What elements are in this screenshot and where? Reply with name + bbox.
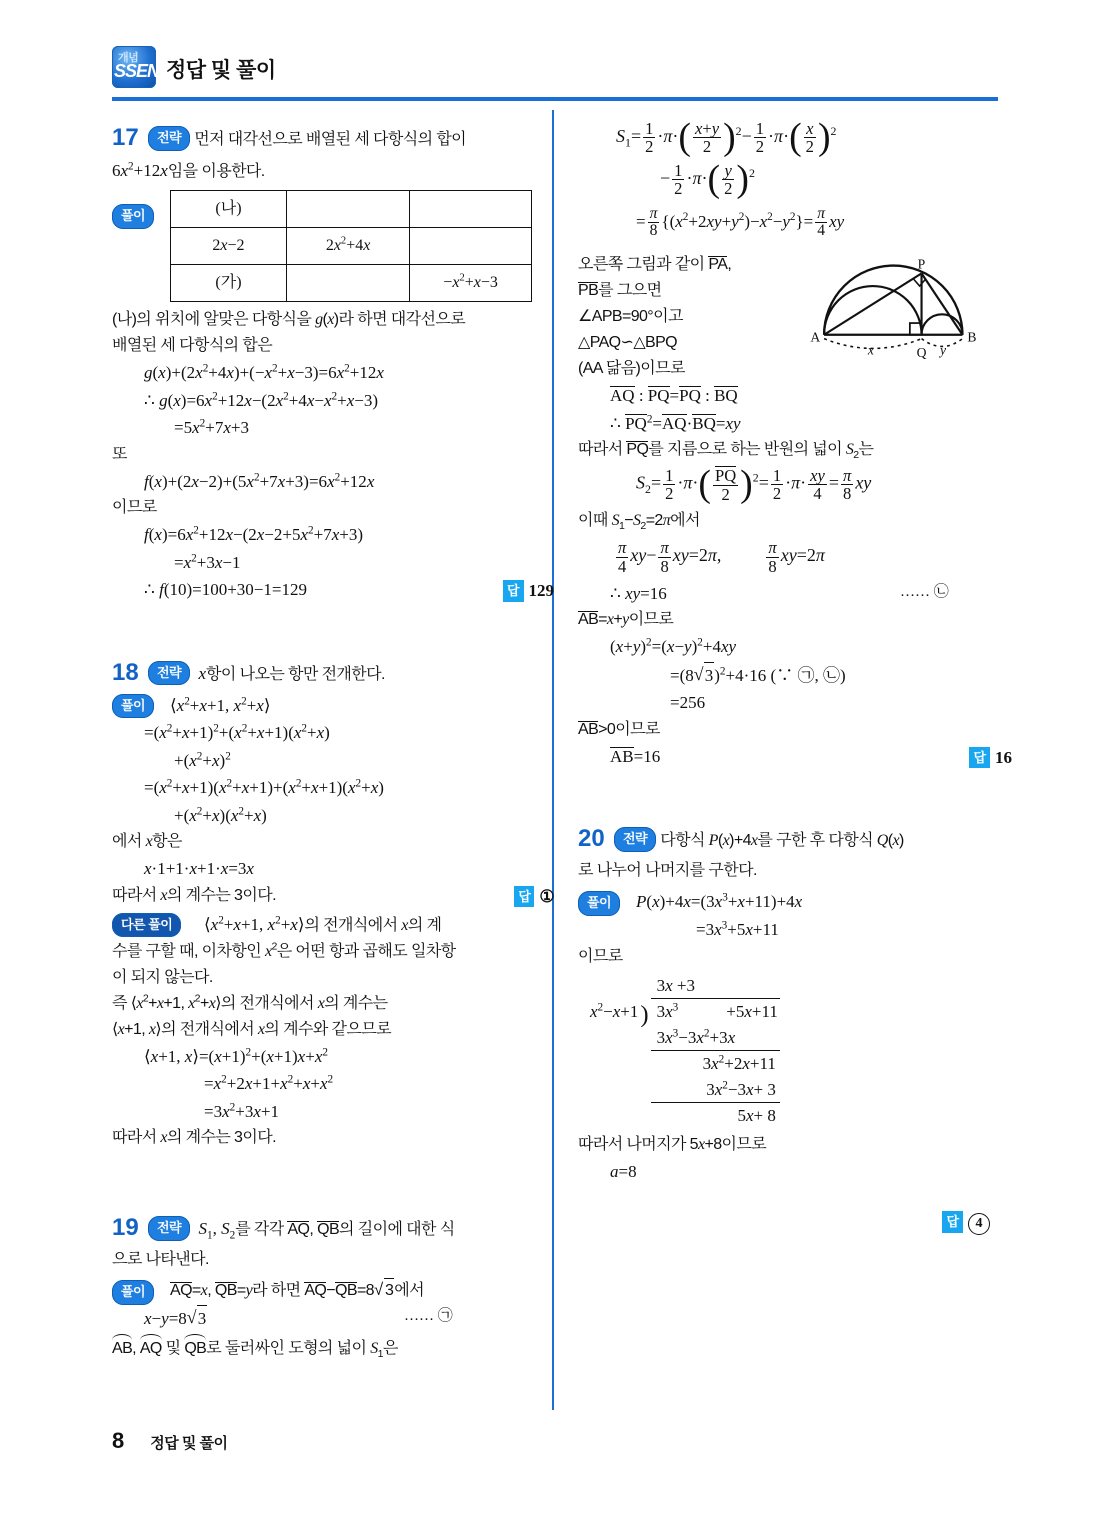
equation-pq-squared: ∴ $PQ^2=AQ\cdot BQ=xy$ bbox=[610, 413, 741, 433]
equation-s1-line2: − $\frac{1}{2}$ ·π·( $\frac{y}{2}$ )$^2$ bbox=[660, 157, 755, 200]
strategy-badge: 전략 bbox=[148, 1216, 190, 1241]
division-step-1: $3x^3-3x^2+3x$ bbox=[651, 1025, 780, 1051]
divisor: $x^2-x+1$ bbox=[590, 1001, 639, 1022]
equation-c2: =(8 √ 3)$^2$+4·16 (∵ ㉠, ㉡) bbox=[670, 662, 998, 689]
problem-number: 18 bbox=[112, 658, 139, 686]
problem-18 bbox=[112, 655, 554, 1151]
equation-6: $=x^2+3x-1$ bbox=[174, 551, 241, 572]
problem-number: 20 bbox=[578, 825, 605, 853]
body-line-1: (나)의 위치에 알맞은 다항식을 g(x)라 하면 대각선으로 bbox=[112, 311, 466, 328]
equation-1-tag: …… ㉠ bbox=[404, 1308, 453, 1325]
equation-s1-line3: = $\frac{\pi}{8}$ $\{(x^2+2xy+y^2)-x^2-y^2\}=$ $\frac{\pi}{4}$ xy bbox=[636, 204, 845, 239]
polynomial-table bbox=[170, 190, 532, 302]
solution-badge: 풀이 bbox=[112, 204, 154, 229]
equation-s1-line1: $S_1=$ $\frac{1}{2}$ ·π·( $\frac{x+y}{2}$ )$^2$− $\frac{1}{2}$ ·π·( $\frac{x}{2}$ )$^2$ bbox=[616, 116, 837, 159]
alt-line-1: $⟨x^2+x+1$, $x^2+x⟩$ bbox=[204, 914, 305, 934]
cell-empty-1 bbox=[286, 191, 409, 228]
equation-solve-1: $\frac{\pi}{4}$ xy− $\frac{\pi}{8}$ xy=2π, $\frac{\pi}{8}$ xy=2π bbox=[618, 538, 825, 576]
strategy-text: 항이 나오는 항만 전개한다. bbox=[206, 665, 385, 683]
right-column bbox=[578, 116, 1012, 1239]
equation-c1: $(x+y)^2=(x-y)^2+4xy$ bbox=[610, 636, 737, 657]
answer-badge: 답 bbox=[969, 747, 990, 769]
solution-badge: 풀이 bbox=[112, 694, 154, 719]
text-also: 또 bbox=[112, 445, 127, 463]
equation-1: x−y=8 √ 3 …… ㉠ bbox=[144, 1305, 532, 1332]
alt-line-4: 즉 $⟨x^2+x+1$, $x^2+x⟩$의 전개식에서 x의 계수는 bbox=[112, 992, 388, 1012]
division-remainder-row bbox=[588, 1103, 780, 1129]
division-step-2-row bbox=[588, 1051, 780, 1077]
text-conclusion: 따라서 x의 계수는 3이다. 답 ① bbox=[112, 886, 554, 906]
equation-ratio: AQ : PQ=PQ : BQ bbox=[610, 386, 738, 406]
left-column bbox=[112, 118, 554, 1365]
answer-value: 16 bbox=[995, 747, 1012, 767]
equation-4: $=(x^2+x+1)(x^2+x+1)+(x^2+x+1)(x^2+x)$ bbox=[144, 777, 384, 798]
answer-value: ① bbox=[539, 886, 554, 906]
equation-xy: ∴ xy=16 …… ㉡ bbox=[610, 581, 998, 607]
problem-number: 19 bbox=[112, 1214, 139, 1242]
svg-text:Q: Q bbox=[916, 345, 927, 361]
ssen-logo-icon bbox=[112, 46, 160, 88]
fig-text-5: (AA 닮음)이므로 bbox=[578, 360, 685, 378]
equation-3: $=5x^2+7x+3$ bbox=[174, 417, 249, 437]
equation-c3: =256 bbox=[670, 693, 706, 713]
equation-1: $⟨x^2+x+1$, $x^2+x⟩$ bbox=[170, 694, 271, 715]
division-dividend-row bbox=[588, 999, 780, 1025]
alt-equation-1: ⟨x+1, $x⟩=(x+1)^2+(x+1)x+x^2$ bbox=[144, 1046, 328, 1066]
alt-equation-3: $=3x^2+3x+1$ bbox=[204, 1101, 279, 1121]
equation-7: ∴ f(10)=100+30−1=129 답 129 bbox=[144, 580, 554, 600]
alt-solution-badge: 다른 풀이 bbox=[112, 913, 181, 938]
svg-text:B: B bbox=[967, 329, 977, 345]
equation-3: $+(x^2+x)^2$ bbox=[174, 750, 231, 770]
strategy-text-2: 를 각각 AQ, QB의 길이에 대한 식 bbox=[235, 1221, 455, 1239]
solution-badge: 풀이 bbox=[112, 1280, 154, 1305]
text-ab-positive: AB>0이므로 bbox=[578, 720, 660, 738]
strategy-text-1: $S_1$, $S_2$ bbox=[198, 1219, 236, 1242]
division-quotient-row bbox=[588, 973, 780, 999]
answer-value: 129 bbox=[528, 581, 554, 600]
semicircle-diagram bbox=[804, 249, 1004, 364]
equation-ab-final: AB=16 답 16 bbox=[610, 746, 1012, 767]
strategy-text: 먼저 대각선으로 배열된 세 다항식의 합이 bbox=[194, 131, 467, 148]
strategy-text-3: 으로 나타낸다. bbox=[112, 1251, 209, 1269]
alt-line-3: 이 되지 않는다. bbox=[112, 968, 213, 986]
body-line-2: 배열된 세 다항식의 합은 bbox=[112, 337, 273, 354]
answer-row bbox=[578, 1210, 998, 1235]
dividend: $3x^3 +5x+11$ bbox=[656, 1001, 778, 1022]
figure-block bbox=[578, 253, 998, 381]
fig-text-3: ∠APB=90°이고 bbox=[578, 308, 683, 326]
equation-xy-tag: …… ㉡ bbox=[900, 583, 949, 600]
fig-text-4: △PAQ∽△BPQ bbox=[578, 334, 678, 352]
alt-equation-2: $=x^2+2x+1+x^2+x+x^2$ bbox=[204, 1073, 334, 1094]
strategy-badge: 전략 bbox=[148, 126, 190, 151]
alt-line-2: 수를 구할 때, 이차항인 $x^2$은 어떤 항과 곱해도 일차항 bbox=[112, 940, 456, 960]
page-title: 정답 및 풀이 bbox=[166, 59, 276, 82]
long-division bbox=[588, 973, 998, 1129]
table-row bbox=[171, 228, 532, 265]
answer-badge: 답 bbox=[503, 580, 524, 602]
equation-s2: $S_2=$ $\frac{1}{2}$ ·π·( $\frac{PQ}{2}$ )$^2$= $\frac{1}{2}$ ·π· $\frac{xy}{4}$ = $\frac{\pi}{8}$ xy bbox=[636, 463, 872, 506]
equation-5: $f(x)=6x^2+12x-(2x-2+5x^2+7x+3)$ bbox=[144, 524, 364, 544]
division-remainder: 5x+ 8 bbox=[737, 1106, 776, 1126]
svg-text:A: A bbox=[810, 329, 821, 345]
division-step-1-row bbox=[588, 1025, 780, 1051]
text-line-condition: 이때 $S_1-S_2=2\pi$에서 bbox=[578, 512, 700, 533]
solution-badge: 풀이 bbox=[578, 891, 620, 916]
strategy-formula: $6x^2+12x$ bbox=[112, 160, 168, 180]
svg-text:P: P bbox=[917, 256, 926, 272]
equation-2: $=3x^3+5x+11$ bbox=[696, 919, 779, 940]
answer-badge: 답 bbox=[942, 1211, 963, 1233]
cell-2x2-4x: $2x^2+4x$ bbox=[286, 228, 409, 265]
cell-empty-4 bbox=[286, 265, 409, 302]
footer-text: 정답 및 풀이 bbox=[150, 1435, 228, 1452]
text-remainder: 따라서 나머지가 5x+8이므로 bbox=[578, 1135, 767, 1153]
text-therefore: 이므로 bbox=[578, 947, 623, 965]
column-divider bbox=[552, 110, 554, 1410]
equation-1: $g(x)+(2x^2+4x)+(-x^2+x-3)=6x^2+12x$ bbox=[144, 362, 384, 382]
table-row bbox=[171, 265, 532, 302]
sol-line-2: AB, AQ 및 QB로 둘러싸인 도형의 넓이 $S_1$은 bbox=[112, 1334, 532, 1361]
problem-number: 17 bbox=[112, 124, 139, 151]
strategy-var: x bbox=[198, 663, 207, 683]
alt-line-5: ⟨x+1, x⟩의 전개식에서 x의 계수와 같으므로 bbox=[112, 1020, 391, 1038]
division-step-3: $3x^2-3x+ 3$ bbox=[651, 1077, 780, 1103]
cell-ga: (가) bbox=[171, 265, 287, 302]
svg-text:y: y bbox=[940, 342, 947, 358]
text-at: 에서 x항은 bbox=[112, 833, 182, 851]
equation-6: x·1+1·x+1·x=3x bbox=[144, 859, 254, 879]
logo-top-text: 개념 bbox=[118, 52, 139, 64]
sol-line-1: AQ=x, QB=y라 하면 AQ−QB=8 √ 3에서 bbox=[170, 1282, 424, 1299]
problem-19 bbox=[112, 1210, 532, 1361]
equation-1: $P(x)+4x=(3x^3+x+11)+4x$ bbox=[636, 891, 803, 912]
fig-text-2: PB를 그으면 bbox=[578, 282, 662, 300]
fig-text-1: 오른쪽 그림과 같이 PA, bbox=[578, 256, 732, 274]
alt-line-6: 따라서 x의 계수는 3이다. bbox=[112, 1129, 276, 1147]
equation-2: ∴ $g(x)=6x^2+12x-(2x^2+4x-x^2+x-3)$ bbox=[144, 389, 379, 410]
equation-5: $+(x^2+x)(x^2+x)$ bbox=[174, 805, 267, 825]
page-footer bbox=[112, 1428, 228, 1454]
equation-a: a=8 bbox=[610, 1161, 637, 1181]
problem-17 bbox=[112, 120, 554, 603]
problem-20 bbox=[578, 821, 998, 1235]
answer-badge: 답 bbox=[514, 886, 534, 908]
cell-2x-2: 2x−2 bbox=[171, 228, 287, 265]
cell-empty-2 bbox=[410, 191, 532, 228]
alt-line-1-ko: 의 전개식에서 x의 계 bbox=[304, 916, 442, 934]
strategy-text-1: 다항식 P(x)+4x를 구한 후 다항식 Q(x) bbox=[660, 832, 904, 850]
answer-value: 4 bbox=[968, 1213, 990, 1235]
cell-na: (나) bbox=[171, 191, 287, 228]
strategy-text-2: 로 나누어 나머지를 구한다. bbox=[578, 862, 757, 880]
text-therefore: 이므로 bbox=[112, 499, 157, 516]
page-number: 8 bbox=[112, 1428, 125, 1453]
text-line-s2: 따라서 PQ를 지름으로 하는 반원의 넓이 $S_2$는 bbox=[578, 441, 874, 462]
quotient: 3x +3 bbox=[651, 973, 780, 999]
cell-empty-3 bbox=[410, 228, 532, 265]
equation-4: $f(x)+(2x-2)+(5x^2+7x+3)=6x^2+12x$ bbox=[144, 470, 375, 491]
svg-text:x: x bbox=[867, 342, 875, 358]
strategy-badge: 전략 bbox=[614, 827, 656, 852]
division-bracket-icon: ) bbox=[640, 1000, 649, 1028]
strategy-badge: 전략 bbox=[148, 661, 190, 686]
division-step-3-row bbox=[588, 1077, 780, 1103]
equation-2: $=(x^2+x+1)^2+(x^2+x+1)(x^2+x)$ bbox=[144, 722, 330, 743]
division-step-2: $3x^2+2x+11$ bbox=[702, 1053, 776, 1074]
logo-bottom-text: SSEN bbox=[114, 61, 160, 81]
table-row bbox=[171, 191, 532, 228]
cell-neg-x2: $-x^2+x-3$ bbox=[410, 265, 532, 302]
strategy-text-tail: 임을 이용한다. bbox=[167, 163, 265, 180]
header-divider bbox=[112, 97, 998, 101]
text-ab: AB=x+y이므로 bbox=[578, 611, 674, 629]
